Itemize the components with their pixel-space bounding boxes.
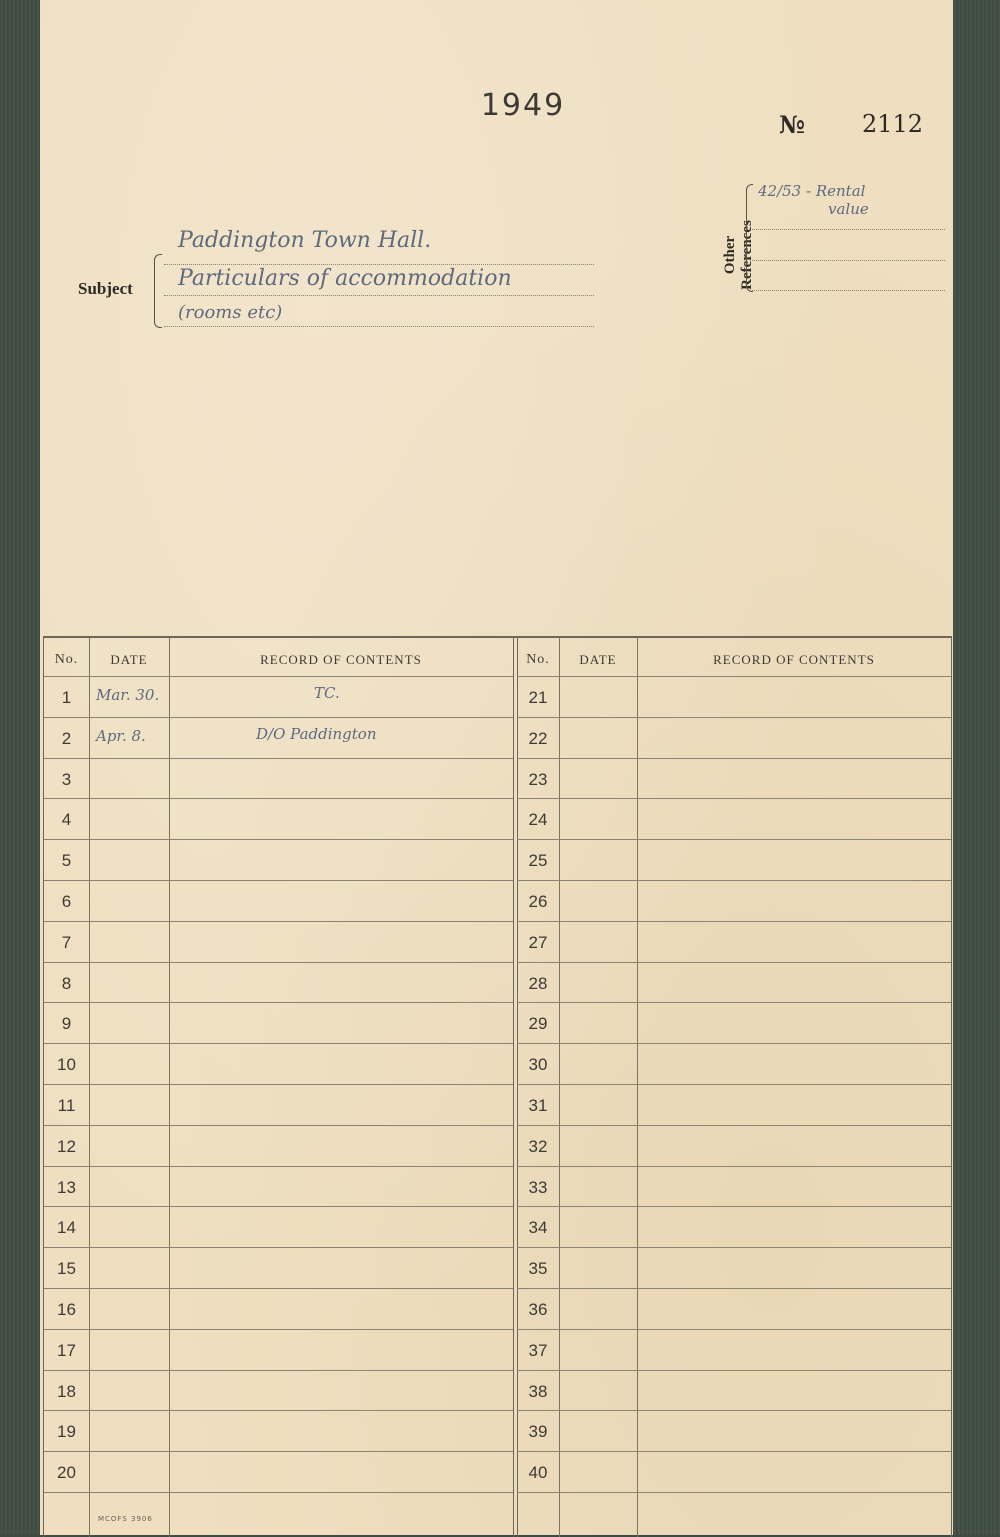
- row-rule: [517, 921, 951, 922]
- row-rule: [517, 1043, 951, 1044]
- other-references-label: Other References: [722, 220, 755, 290]
- right-row-number: 24: [528, 810, 548, 830]
- left-row-number: 7: [61, 932, 72, 952]
- other-reference-entry-1: 42/53 - Rental: [758, 182, 866, 200]
- row-rule: [44, 880, 513, 881]
- right-row-number: 21: [528, 688, 548, 707]
- right-row-number: 40: [528, 1463, 548, 1483]
- other-reference-entry-2: value: [828, 200, 869, 218]
- left-date-header: DATE: [110, 652, 148, 667]
- row-rule: [44, 1247, 513, 1248]
- right-row-number: 36: [528, 1300, 548, 1319]
- printer-imprint: MCOFS 3906: [98, 1515, 153, 1523]
- left-record-header: RECORD OF CONTENTS: [260, 652, 422, 667]
- left-row-number: 2: [61, 728, 72, 748]
- right-row-number: 31: [528, 1096, 548, 1115]
- right-row-number: 32: [528, 1136, 548, 1156]
- left-row-number: 15: [57, 1259, 76, 1279]
- other-references-rule-3: [752, 290, 945, 291]
- row-rule: [517, 1247, 951, 1248]
- left-row-number: 16: [57, 1300, 76, 1319]
- row-rule: [517, 758, 951, 759]
- left-row-number: 18: [57, 1381, 76, 1401]
- subject-line-1: Paddington Town Hall.: [178, 228, 432, 253]
- row-rule: [44, 1084, 513, 1085]
- row-rule: [44, 1492, 513, 1493]
- left-row-date: Apr. 8.: [96, 726, 146, 745]
- row-rule: [44, 1206, 513, 1207]
- row-rule: [517, 1288, 951, 1289]
- right-record-header: RECORD OF CONTENTS: [713, 652, 875, 667]
- row-rule: [44, 962, 513, 963]
- left-row-number: 5: [61, 851, 72, 871]
- right-row-number: 33: [528, 1177, 548, 1197]
- subject-line-2-rule: [164, 295, 594, 296]
- right-row-number: 37: [528, 1340, 548, 1360]
- row-rule: [44, 1002, 513, 1003]
- left-row-number: 19: [57, 1422, 76, 1442]
- left-row-number: 11: [57, 1096, 76, 1115]
- row-rule: [517, 1370, 951, 1371]
- left-row-number: 20: [57, 1463, 76, 1483]
- left-row-number: 13: [57, 1177, 76, 1197]
- right-row-number: 27: [528, 932, 548, 952]
- row-rule: [517, 1206, 951, 1207]
- right-row-number: 28: [528, 973, 548, 993]
- row-rule: [517, 1492, 951, 1493]
- other-references-rule-2: [752, 260, 945, 261]
- other-references-brace: [746, 184, 753, 292]
- left-row-record: TC.: [314, 684, 340, 702]
- left-row-record: D/O Paddington: [256, 724, 377, 743]
- left-row-number: 10: [57, 1055, 76, 1075]
- row-rule: [517, 717, 951, 718]
- right-row-number: 22: [528, 728, 548, 748]
- row-rule: [44, 921, 513, 922]
- record-of-contents-table: [43, 636, 952, 1537]
- left-row-number: 1: [61, 688, 72, 707]
- row-rule: [44, 1125, 513, 1126]
- left-row-number: 12: [57, 1136, 76, 1156]
- row-rule: [517, 1125, 951, 1126]
- right-row-number: 29: [528, 1014, 548, 1034]
- left-row-number: 3: [61, 769, 72, 789]
- subject-line-3: (rooms etc): [178, 302, 283, 323]
- row-rule: [517, 880, 951, 881]
- row-rule: [517, 962, 951, 963]
- left-row-number: 9: [61, 1014, 72, 1034]
- row-rule: [44, 1166, 513, 1167]
- row-rule: [44, 1370, 513, 1371]
- subject-brace: [154, 254, 162, 328]
- subject-line-1-rule: [164, 264, 594, 265]
- row-rule: [44, 1043, 513, 1044]
- right-row-number: 26: [528, 892, 548, 911]
- left-row-number: 17: [57, 1340, 76, 1360]
- row-rule: [44, 798, 513, 799]
- right-row-number: 38: [528, 1381, 548, 1401]
- right-row-number: 34: [528, 1218, 548, 1238]
- row-rule: [517, 1410, 951, 1411]
- row-rule: [517, 1451, 951, 1452]
- row-rule: [44, 839, 513, 840]
- file-number-label: №: [779, 110, 806, 139]
- left-row-number: 6: [61, 892, 72, 911]
- left-row-number: 8: [61, 973, 72, 993]
- right-row-number: 39: [528, 1422, 548, 1442]
- row-rule: [517, 676, 951, 677]
- right-date-header: DATE: [579, 652, 617, 667]
- row-rule: [517, 1084, 951, 1085]
- row-rule: [44, 1288, 513, 1289]
- other-references-rule-1: [752, 229, 945, 230]
- right-row-number: 23: [528, 769, 548, 789]
- row-rule: [517, 839, 951, 840]
- right-no-header: No.: [526, 652, 550, 667]
- left-binding: [0, 0, 40, 1535]
- row-rule: [517, 1329, 951, 1330]
- left-row-number: 4: [61, 810, 72, 830]
- row-rule: [44, 1451, 513, 1452]
- row-rule: [44, 1410, 513, 1411]
- row-rule: [517, 1166, 951, 1167]
- row-rule: [517, 798, 951, 799]
- subject-line-2: Particulars of accommodation: [178, 266, 512, 291]
- row-rule: [44, 676, 513, 677]
- right-row-number: 35: [528, 1259, 548, 1279]
- file-cover: [40, 0, 953, 1535]
- left-row-number: 14: [57, 1218, 76, 1238]
- right-binding: [953, 0, 1000, 1535]
- row-rule: [44, 758, 513, 759]
- row-rule: [44, 717, 513, 718]
- year-heading: 1949: [480, 88, 566, 123]
- left-no-header: No.: [54, 652, 79, 667]
- right-row-number: 30: [528, 1055, 548, 1075]
- row-rule: [44, 1329, 513, 1330]
- row-rule: [517, 1002, 951, 1003]
- subject-line-3-rule: [164, 326, 594, 327]
- subject-label: Subject: [78, 279, 133, 298]
- right-row-number: 25: [528, 851, 548, 871]
- left-row-date: Mar. 30.: [96, 686, 160, 704]
- file-number-value: 2112: [862, 110, 924, 138]
